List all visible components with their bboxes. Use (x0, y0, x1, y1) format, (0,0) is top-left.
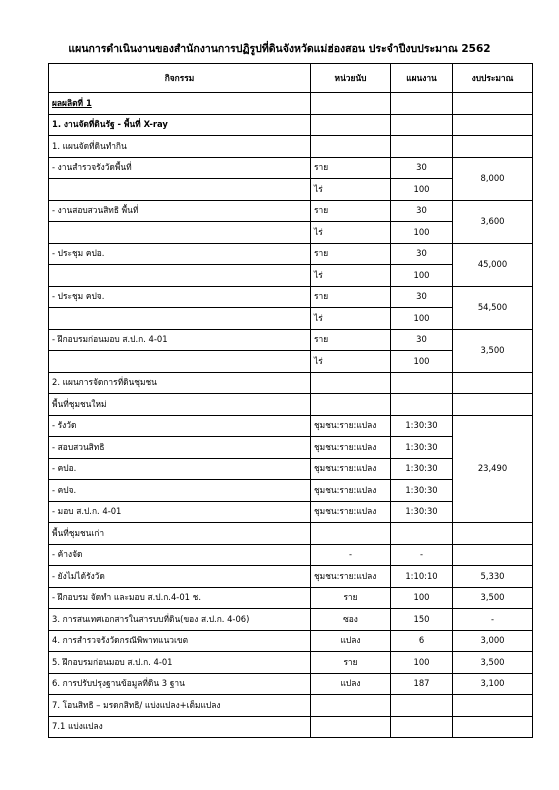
plan-cell: 187 (391, 673, 453, 695)
plan-cell: 1:10:10 (391, 566, 453, 588)
plan-cell: 100 (391, 265, 453, 287)
plan-cell: 30 (391, 329, 453, 351)
plan-cell: - (391, 544, 453, 566)
unit-cell: ไร่ (311, 265, 391, 287)
table-row (49, 200, 533, 222)
header-activity: กิจกรรม (49, 64, 311, 93)
unit-cell: ซอง (311, 609, 391, 631)
unit-cell: ราย (311, 157, 391, 179)
unit-cell: - (311, 544, 391, 566)
budget-cell: 3,600 (453, 200, 533, 243)
unit-cell: แปลง (311, 673, 391, 695)
budget-cell: 3,100 (453, 673, 533, 695)
activity-name: - งานสอบสวนสิทธิ พื้นที่ (49, 200, 311, 222)
plan-cell: 6 (391, 630, 453, 652)
table-row (49, 673, 533, 695)
table-row (49, 372, 533, 394)
unit-cell: ชุมชน:ราย:แปลง (311, 501, 391, 523)
table-row (49, 695, 533, 717)
plan-cell: 100 (391, 587, 453, 609)
header-unit: หน่วยนับ (311, 64, 391, 93)
plan-cell: 1:30:30 (391, 501, 453, 523)
plan-cell: 1:30:30 (391, 437, 453, 459)
budget-cell: 3,500 (453, 652, 533, 674)
activity-name: 7. โอนสิทธิ – มรดกสิทธิ/ แบ่งแปลง+เต็มแปลง (49, 695, 311, 717)
table-row (49, 329, 533, 351)
table-row (49, 415, 533, 437)
budget-cell: 8,000 (453, 157, 533, 200)
table-row (49, 716, 533, 738)
table-row (49, 286, 533, 308)
budget-cell: 3,500 (453, 329, 533, 372)
activity-name: 5. ฝึกอบรมก่อนมอบ ส.ป.ก. 4-01 (49, 652, 311, 674)
output-label: ผลผลิตที่ 1 (49, 93, 311, 115)
plan-cell: 1:30:30 (391, 458, 453, 480)
unit-cell: ราย (311, 652, 391, 674)
budget-cell (453, 716, 533, 738)
unit-cell: ราย (311, 587, 391, 609)
plan-cell: 1:30:30 (391, 415, 453, 437)
budget-cell: 5,330 (453, 566, 533, 588)
budget-cell (453, 544, 533, 566)
plan-cell: 100 (391, 222, 453, 244)
plan-cell: 100 (391, 351, 453, 373)
activity-name: - คปอ. (49, 458, 311, 480)
table-row (49, 652, 533, 674)
section-title: 1. งานจัดที่ดินรัฐ - พื้นที่ X-ray (49, 114, 311, 136)
unit-cell: ชุมชน:ราย:แปลง (311, 437, 391, 459)
plan-cell: 1:30:30 (391, 480, 453, 502)
subsection-title: 1. แผนจัดที่ดินทำกิน (49, 136, 311, 158)
unit-cell (311, 716, 391, 738)
table-row (49, 544, 533, 566)
activity-name: - ประชุม คปอ. (49, 243, 311, 265)
table-row (49, 157, 533, 179)
table-row (49, 566, 533, 588)
unit-cell: ไร่ (311, 351, 391, 373)
budget-cell: 54,500 (453, 286, 533, 329)
activity-name: 3. การสนเทศเอกสารในสารบบที่ดิน(ของ ส.ป.ก. 4-06) (49, 609, 311, 631)
plan-cell: 30 (391, 286, 453, 308)
table-row (49, 93, 533, 115)
unit-cell: ชุมชน:ราย:แปลง (311, 566, 391, 588)
table-row (49, 630, 533, 652)
unit-cell: ชุมชน:ราย:แปลง (311, 458, 391, 480)
activity-name: - ยังไม่ได้รังวัด (49, 566, 311, 588)
activity-name: - คปจ. (49, 480, 311, 502)
budget-cell: 45,000 (453, 243, 533, 286)
table-row (49, 394, 533, 416)
plan-cell: 150 (391, 609, 453, 631)
activity-name: - ฝึกอบรมก่อนมอบ ส.ป.ก. 4-01 (49, 329, 311, 351)
budget-cell (453, 695, 533, 717)
unit-cell: ราย (311, 243, 391, 265)
activity-name: - ค้างจัด (49, 544, 311, 566)
plan-cell (391, 695, 453, 717)
unit-cell (311, 695, 391, 717)
subsection-title: 2. แผนการจัดการที่ดินชุมชน (49, 372, 311, 394)
header-budget: งบประมาณ (453, 64, 533, 93)
plan-cell: 30 (391, 200, 453, 222)
plan-cell: 100 (391, 652, 453, 674)
unit-cell: ไร่ (311, 179, 391, 201)
budget-cell: 3,500 (453, 587, 533, 609)
plan-cell: 100 (391, 179, 453, 201)
plan-cell: 30 (391, 243, 453, 265)
table-row (49, 609, 533, 631)
budget-cell: - (453, 609, 533, 631)
table-row (49, 587, 533, 609)
activity-name: - งานสำรวจรังวัดพื้นที่ (49, 157, 311, 179)
area-label: พื้นที่ชุมชนเก่า (49, 523, 311, 545)
activity-name: 7.1 แบ่งแปลง (49, 716, 311, 738)
unit-cell: ไร่ (311, 222, 391, 244)
unit-cell: ชุมชน:ราย:แปลง (311, 480, 391, 502)
activity-name: - ประชุม คปจ. (49, 286, 311, 308)
activity-name: 6. การปรับปรุงฐานข้อมูลที่ดิน 3 ฐาน (49, 673, 311, 695)
header-plan: แผนงาน (391, 64, 453, 93)
activity-name: - รังวัด (49, 415, 311, 437)
activity-name: - สอบสวนสิทธิ (49, 437, 311, 459)
activity-name: - มอบ ส.ป.ก. 4-01 (49, 501, 311, 523)
budget-cell: 3,000 (453, 630, 533, 652)
plan-table (48, 63, 533, 738)
plan-cell (391, 716, 453, 738)
unit-cell: ชุมชน:ราย:แปลง (311, 415, 391, 437)
area-label: พื้นที่ชุมชนใหม่ (49, 394, 311, 416)
unit-cell: ไร่ (311, 308, 391, 330)
unit-cell: ราย (311, 200, 391, 222)
table-row (49, 114, 533, 136)
unit-cell: ราย (311, 286, 391, 308)
table-row (49, 523, 533, 545)
budget-cell: 23,490 (453, 415, 533, 523)
plan-cell: 100 (391, 308, 453, 330)
plan-cell: 30 (391, 157, 453, 179)
table-row (49, 136, 533, 158)
activity-name: 4. การสำรวจรังวัดกรณีพิพาทแนวเขต (49, 630, 311, 652)
header-row (49, 64, 533, 93)
unit-cell: ราย (311, 329, 391, 351)
page-title: แผนการดำเนินงานของสำนักงานการปฏิรูปที่ดินจังหวัดแม่ฮ่องสอน ประจำปีงบประมาณ 2562 (68, 43, 491, 55)
unit-cell: แปลง (311, 630, 391, 652)
activity-name: - ฝึกอบรม จัดทำ และมอบ ส.ป.ก.4-01 ช. (49, 587, 311, 609)
table-row (49, 243, 533, 265)
